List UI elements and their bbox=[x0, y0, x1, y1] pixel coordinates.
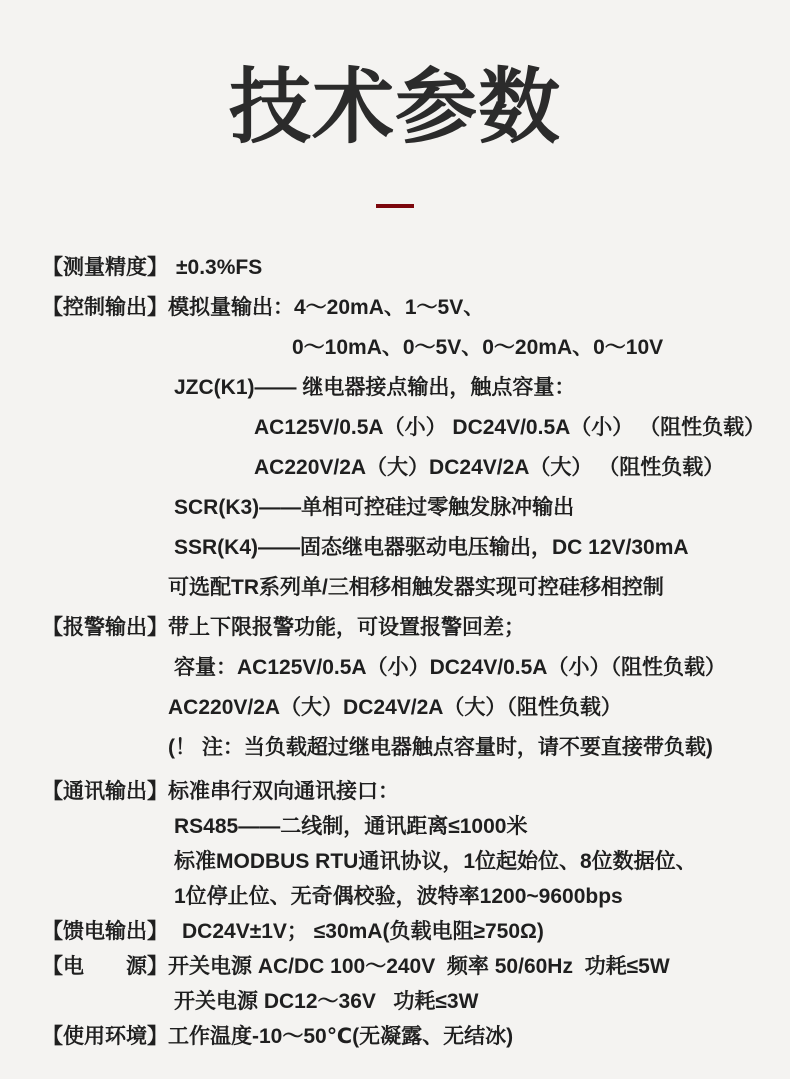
spec-line: AC220V/2A（大）DC24V/2A（大）（阻性负载） bbox=[168, 696, 622, 719]
spec-line: AC220V/2A（大）DC24V/2A（大） （阻性负载） bbox=[254, 456, 725, 479]
spec-row-feed-output bbox=[42, 914, 774, 949]
spec-label: 【使用环境】 bbox=[42, 1025, 168, 1048]
spec-row-power-supply bbox=[42, 949, 774, 1019]
spec-line: AC125V/0.5A（小） DC24V/0.5A（小） （阻性负载） bbox=[254, 416, 766, 439]
spec-row-operating-environment bbox=[42, 1019, 774, 1054]
spec-content bbox=[168, 288, 774, 608]
spec-line: DC24V±1V； ≤30mA(负载电阻≥750Ω) bbox=[182, 920, 544, 943]
spec-content bbox=[168, 914, 774, 949]
spec-row-alarm-output bbox=[42, 608, 774, 768]
spec-line: (！ 注：当负载超过继电器触点容量时，请不要直接带负载) bbox=[168, 736, 713, 759]
spec-label: 【报警输出】 bbox=[42, 616, 168, 639]
spec-label: 【通讯输出】 bbox=[42, 780, 168, 803]
title-underline-accent bbox=[376, 204, 414, 208]
spec-line: 标准MODBUS RTU通讯协议，1位起始位、8位数据位、 bbox=[174, 850, 697, 873]
spec-row-comm-output bbox=[42, 774, 774, 914]
spec-row-measure-accuracy bbox=[42, 248, 774, 288]
spec-line: 工作温度-10～50℃(无凝露、无结冰) bbox=[168, 1025, 514, 1048]
spec-line: 模拟量输出：4～20mA、1～5V、 bbox=[168, 296, 485, 319]
spec-content bbox=[168, 608, 774, 768]
spec-line: ±0.3%FS bbox=[176, 256, 263, 279]
spec-list bbox=[0, 248, 790, 1054]
spec-line: 开关电源 AC/DC 100～240V 频率 50/60Hz 功耗≤5W bbox=[168, 955, 670, 978]
spec-label: 【控制输出】 bbox=[42, 296, 168, 319]
spec-content bbox=[168, 248, 774, 288]
spec-content bbox=[168, 774, 774, 914]
header bbox=[0, 0, 790, 208]
spec-label: 【馈电输出】 bbox=[42, 920, 168, 943]
spec-label: 【电 源】 bbox=[42, 955, 168, 978]
spec-content bbox=[168, 949, 774, 1019]
page-title: 技术参数 bbox=[228, 62, 561, 153]
spec-line: 可选配TR系列单/三相移相触发器实现可控硅移相控制 bbox=[168, 576, 664, 599]
spec-line: RS485——二线制，通讯距离≤1000米 bbox=[174, 815, 528, 838]
spec-line: JZC(K1)—— 继电器接点输出，触点容量： bbox=[174, 376, 576, 399]
spec-content bbox=[168, 1019, 774, 1054]
spec-line: 带上下限报警功能，可设置报警回差； bbox=[168, 616, 525, 639]
spec-row-control-output bbox=[42, 288, 774, 608]
spec-line: 开关电源 DC12～36V 功耗≤3W bbox=[174, 990, 479, 1013]
spec-line: 容量：AC125V/0.5A（小）DC24V/0.5A（小）（阻性负载） bbox=[174, 656, 726, 679]
spec-line: 0～10mA、0～5V、0～20mA、0～10V bbox=[292, 336, 664, 359]
spec-label: 【测量精度】 bbox=[42, 256, 168, 279]
spec-line: SCR(K3)——单相可控硅过零触发脉冲输出 bbox=[174, 496, 575, 519]
spec-line: 标准串行双向通讯接口： bbox=[168, 780, 399, 803]
spec-line: SSR(K4)——固态继电器驱动电压输出，DC 12V/30mA bbox=[174, 536, 689, 559]
spec-line: 1位停止位、无奇偶校验，波特率1200~9600bps bbox=[174, 885, 623, 908]
